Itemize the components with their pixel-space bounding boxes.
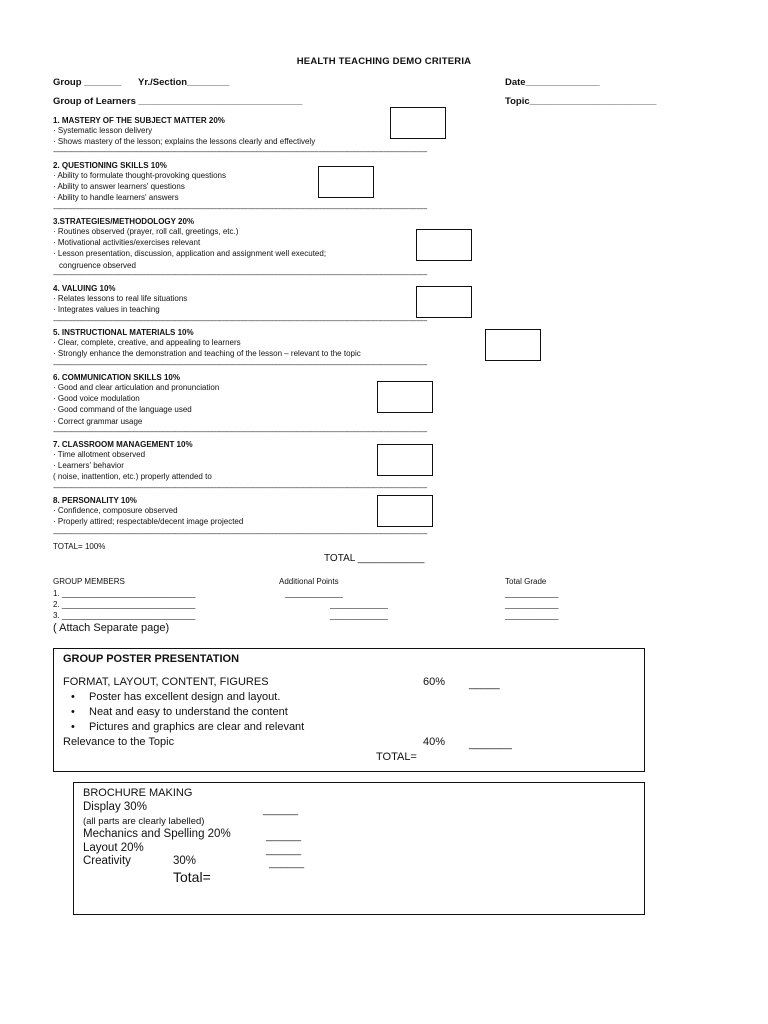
- date-field[interactable]: Date______________: [505, 77, 600, 88]
- criteria-item: · Ability to answer learners' questions: [53, 182, 185, 192]
- criteria-item: · Routines observed (prayer, roll call, greetings, etc.): [53, 227, 239, 236]
- criteria-item: ( noise, inattention, etc.) properly attended to: [53, 472, 212, 482]
- additional-points-field[interactable]: _____________: [330, 611, 388, 620]
- criteria-item: · Strongly enhance the demonstration and teaching of the lesson – relevant to the topic: [53, 349, 361, 359]
- poster-bullet: • Poster has excellent design and layout.: [63, 690, 304, 705]
- separator-line: ------------------------------------------------------------------------------------------------------------------------------------------------------------------------------------------------------------------------: [53, 206, 427, 213]
- section-title: 8. PERSONALITY 10%: [53, 496, 137, 505]
- poster-relevance-pct: 40%: [423, 736, 446, 748]
- group-field[interactable]: Group _______: [53, 77, 122, 88]
- score-box[interactable]: [377, 495, 433, 527]
- criteria-item: · Good command of the language used: [53, 405, 192, 415]
- criteria-item: · Time allotment observed: [53, 450, 146, 459]
- brochure-layout-label: Layout 20%: [83, 842, 144, 854]
- criteria-item: · Clear, complete, creative, and appealing to learners: [53, 338, 241, 347]
- member-name-field[interactable]: 1. ______________________________: [53, 589, 196, 598]
- brochure-layout-score[interactable]: ______: [266, 844, 302, 856]
- brochure-display-score[interactable]: ______: [263, 804, 299, 816]
- poster-relevance-label: Relevance to the Topic: [63, 736, 175, 748]
- score-box[interactable]: [318, 166, 374, 198]
- criteria-section: [53, 328, 361, 359]
- criteria-item: · Good voice modulation: [53, 394, 140, 404]
- criteria-section: [53, 116, 315, 147]
- brochure-creativity-pct: 30%: [173, 855, 197, 867]
- criteria-item: · Properly attired; respectable/decent image projected: [53, 517, 244, 527]
- criteria-item: · Learners' behavior: [53, 461, 124, 471]
- poster-format-label: FORMAT, LAYOUT, CONTENT, FIGURES: [63, 676, 269, 688]
- poster-bullet: • Pictures and graphics are clear and relevant: [63, 720, 304, 735]
- criteria-item: · Relates lessons to real life situations: [53, 294, 188, 303]
- total-field[interactable]: TOTAL ____________: [324, 553, 425, 564]
- section-title: 5. INSTRUCTIONAL MATERIALS 10%: [53, 328, 194, 337]
- separator-line: ------------------------------------------------------------------------------------------------------------------------------------------------------------------------------------------------------------------------: [53, 531, 427, 538]
- score-box[interactable]: [485, 329, 541, 361]
- separator-line: ------------------------------------------------------------------------------------------------------------------------------------------------------------------------------------------------------------------------: [53, 149, 427, 156]
- criteria-item: · Lesson presentation, discussion, application and assignment well executed;: [53, 249, 327, 259]
- group-of-learners-field[interactable]: Group of Learners _______________________________: [53, 96, 303, 107]
- poster-total: TOTAL=: [376, 751, 417, 763]
- poster-bullet: • Neat and easy to understand the content: [63, 705, 304, 720]
- score-box[interactable]: [377, 381, 433, 413]
- poster-format-score[interactable]: _____: [469, 678, 500, 690]
- topic-field[interactable]: Topic________________________: [505, 96, 657, 107]
- member-name-field[interactable]: 2. ______________________________: [53, 600, 196, 609]
- total-grade-field[interactable]: ____________: [505, 611, 559, 620]
- separator-line: ------------------------------------------------------------------------------------------------------------------------------------------------------------------------------------------------------------------------: [53, 485, 427, 492]
- additional-points-header: Additional Points: [279, 577, 339, 586]
- brochure-display-note: (all parts are clearly labelled): [83, 816, 205, 827]
- criteria-section: [53, 284, 187, 315]
- criteria-item: · Shows mastery of the lesson; explains the lessons clearly and effectively: [53, 137, 316, 147]
- criteria-item: congruence observed: [59, 260, 136, 270]
- page-title: HEALTH TEACHING DEMO CRITERIA: [296, 56, 472, 67]
- separator-line: ------------------------------------------------------------------------------------------------------------------------------------------------------------------------------------------------------------------------: [53, 318, 427, 325]
- total-percent: TOTAL= 100%: [53, 542, 106, 551]
- criteria-item: · Good and clear articulation and pronunciation: [53, 383, 220, 392]
- brochure-creativity-label: Creativity: [83, 855, 131, 867]
- total-grade-field[interactable]: ____________: [505, 600, 559, 609]
- poster-format-pct: 60%: [423, 676, 446, 688]
- additional-points-field[interactable]: _____________: [330, 600, 388, 609]
- criteria-item: · Ability to handle learners' answers: [53, 193, 179, 203]
- section-title: 6. COMMUNICATION SKILLS 10%: [53, 373, 180, 382]
- criteria-item: · Integrates values in teaching: [53, 305, 160, 315]
- total-grade-header: Total Grade: [505, 577, 547, 586]
- section-title: 2. QUESTIONING SKILLS 10%: [53, 161, 167, 170]
- criteria-item: · Motivational activities/exercises relevant: [53, 238, 201, 248]
- brochure-panel: [73, 782, 645, 915]
- poster-bullets: [63, 690, 304, 735]
- section-title: 3.STRATEGIES/METHODOLOGY 20%: [53, 217, 195, 226]
- score-box[interactable]: [377, 444, 433, 476]
- brochure-mechanics-score[interactable]: ______: [266, 830, 302, 842]
- yr-section-field[interactable]: Yr./Section________: [138, 77, 230, 88]
- score-box[interactable]: [416, 286, 472, 318]
- brochure-mechanics-label: Mechanics and Spelling 20%: [83, 828, 231, 840]
- poster-relevance-score[interactable]: _______: [469, 738, 512, 750]
- separator-line: ------------------------------------------------------------------------------------------------------------------------------------------------------------------------------------------------------------------------: [53, 272, 427, 279]
- section-title: 4. VALUING 10%: [53, 284, 116, 293]
- member-name-field[interactable]: 3. ______________________________: [53, 611, 196, 620]
- score-box[interactable]: [390, 107, 446, 139]
- additional-points-field[interactable]: _____________: [285, 589, 343, 598]
- criteria-section: [53, 440, 212, 483]
- total-grade-field[interactable]: ____________: [505, 589, 559, 598]
- criteria-item: · Correct grammar usage: [53, 416, 143, 426]
- criteria-item: · Systematic lesson delivery: [53, 126, 153, 135]
- criteria-item: · Ability to formulate thought-provoking questions: [53, 171, 226, 180]
- brochure-total: Total=: [173, 869, 211, 885]
- section-title: 7. CLASSROOM MANAGEMENT 10%: [53, 440, 193, 449]
- criteria-section: [53, 217, 326, 271]
- criteria-section: [53, 373, 219, 427]
- criteria-section: [53, 161, 226, 204]
- attach-note: ( Attach Separate page): [53, 622, 170, 634]
- brochure-display-label: Display 30%: [83, 801, 147, 813]
- criteria-item: · Confidence, composure observed: [53, 506, 178, 515]
- brochure-creativity-score[interactable]: ______: [269, 857, 305, 869]
- group-members-header: GROUP MEMBERS: [53, 577, 125, 586]
- separator-line: ------------------------------------------------------------------------------------------------------------------------------------------------------------------------------------------------------------------------: [53, 362, 427, 369]
- criteria-section: [53, 496, 243, 527]
- separator-line: ------------------------------------------------------------------------------------------------------------------------------------------------------------------------------------------------------------------------: [53, 429, 427, 436]
- score-box[interactable]: [416, 229, 472, 261]
- poster-title: GROUP POSTER PRESENTATION: [63, 653, 240, 665]
- brochure-title: BROCHURE MAKING: [83, 787, 193, 799]
- section-title: 1. MASTERY OF THE SUBJECT MATTER 20%: [53, 116, 225, 125]
